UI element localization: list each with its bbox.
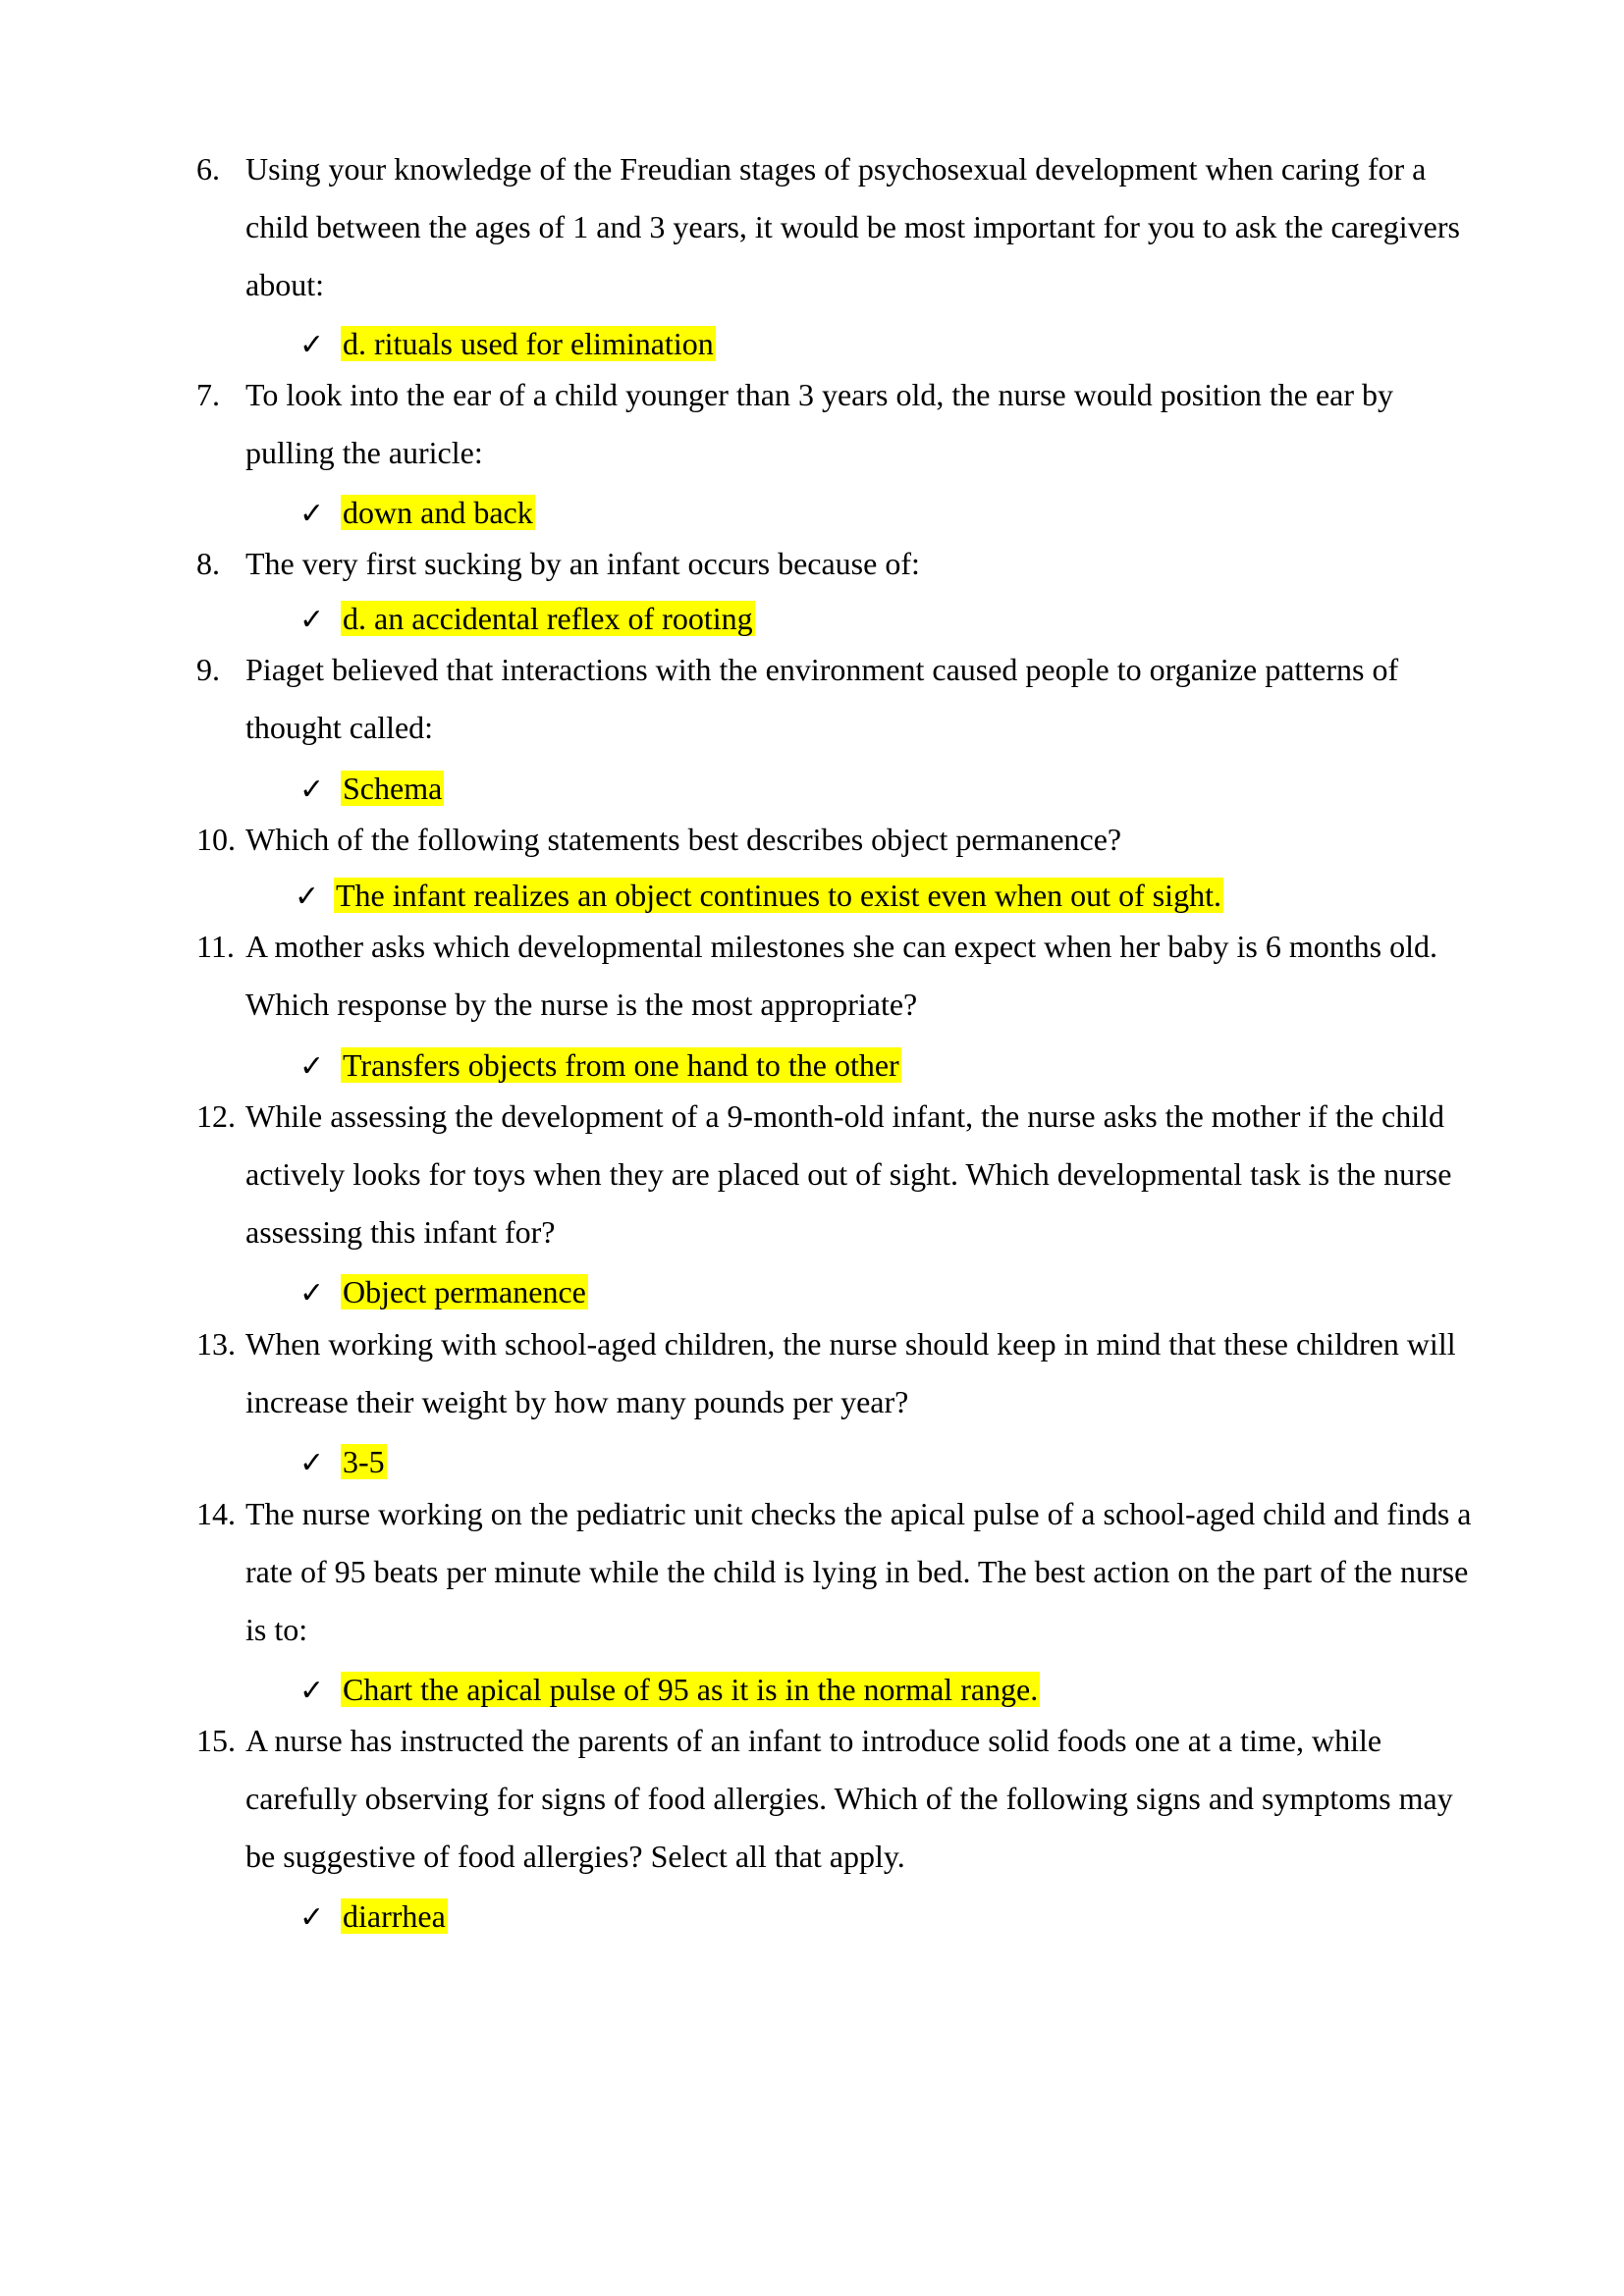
- check-icon: ✓: [299, 1049, 325, 1084]
- answer-text: Object permanence: [343, 1274, 586, 1309]
- answer-text: Chart the apical pulse of 95 as it is in the normal range.: [343, 1672, 1039, 1707]
- question-item: [196, 366, 1473, 482]
- check-icon: ✓: [299, 497, 325, 531]
- question-item: [196, 140, 1473, 314]
- question-item: [196, 641, 1473, 757]
- answer-text: d. rituals used for elimination: [343, 326, 714, 361]
- question-item: [196, 918, 1473, 1034]
- answer-text: The infant realizes an object continues to exist even when out of sight.: [336, 878, 1221, 913]
- question-number: 6.: [196, 151, 220, 187]
- question-item: [196, 535, 1473, 593]
- check-icon: ✓: [299, 1674, 325, 1708]
- answer-text: 3-5: [343, 1444, 385, 1479]
- question-text: Using your knowledge of the Freudian stages of psychosexual development when caring for a child between the ages of 1 and 3 years, it would be most important for you to ask the caregivers about:: [245, 151, 1460, 302]
- question-text: A mother asks which developmental milestones she can expect when her baby is 6 months old. Which response by the nurse is the most appropriate?: [245, 929, 1437, 1022]
- question-number: 8.: [196, 546, 220, 581]
- question-item: [196, 811, 1473, 869]
- question-text: The nurse working on the pediatric unit checks the apical pulse of a school-aged child and finds a rate of 95 beats per minute while the child is lying in bed. The best action on the part of the nurse is to:: [245, 1496, 1472, 1647]
- question-item: [196, 1485, 1473, 1659]
- answer-item: [299, 1896, 448, 1938]
- question-text: The very first sucking by an infant occurs because of:: [245, 546, 920, 581]
- answer-item: [295, 876, 1223, 917]
- answer-item: [299, 1045, 901, 1087]
- check-icon: ✓: [299, 773, 325, 807]
- question-item: [196, 1712, 1473, 1886]
- question-text: Which of the following statements best describes object permanence?: [245, 822, 1122, 857]
- answer-item: [299, 599, 755, 640]
- answer-text: down and back: [343, 495, 533, 530]
- check-icon: ✓: [299, 1446, 325, 1480]
- answer-text: Transfers objects from one hand to the other: [343, 1047, 899, 1083]
- question-number: 13.: [196, 1326, 236, 1362]
- answer-item: [299, 769, 444, 810]
- question-number: 9.: [196, 652, 220, 687]
- question-number: 10.: [196, 822, 236, 857]
- check-icon: ✓: [299, 1276, 325, 1310]
- answer-item: [299, 1670, 1040, 1711]
- answer-item: [299, 493, 535, 534]
- question-number: 12.: [196, 1098, 236, 1134]
- check-icon: ✓: [295, 880, 320, 914]
- question-number: 11.: [196, 929, 235, 964]
- question-item: [196, 1088, 1473, 1261]
- check-icon: ✓: [299, 1900, 325, 1935]
- question-text: When working with school-aged children, the nurse should keep in mind that these children will increase their weight by how many pounds per year?: [245, 1326, 1456, 1419]
- answer-item: [299, 1272, 588, 1313]
- question-number: 14.: [196, 1496, 236, 1531]
- check-icon: ✓: [299, 328, 325, 362]
- question-text: To look into the ear of a child younger than 3 years old, the nurse would position the ear by pulling the auricle:: [245, 377, 1394, 470]
- question-text: While assessing the development of a 9-month-old infant, the nurse asks the mother if the child actively looks for toys when they are placed out of sight. Which developmental task is the nurse assessing this infant for?: [245, 1098, 1452, 1250]
- question-number: 7.: [196, 377, 220, 412]
- question-number: 15.: [196, 1723, 236, 1758]
- question-text: A nurse has instructed the parents of an infant to introduce solid foods one at a time, while carefully observing for signs of food allergies. Which of the following signs and symptoms may be suggestive of food allergies? Select all that apply.: [245, 1723, 1453, 1874]
- question-text: Piaget believed that interactions with the environment caused people to organize patterns of thought called:: [245, 652, 1399, 745]
- answer-item: [299, 324, 716, 365]
- answer-text: d. an accidental reflex of rooting: [343, 601, 753, 636]
- answer-text: Schema: [343, 771, 443, 806]
- check-icon: ✓: [299, 603, 325, 637]
- answer-item: [299, 1442, 387, 1483]
- question-item: [196, 1315, 1473, 1431]
- answer-text: diarrhea: [343, 1898, 446, 1934]
